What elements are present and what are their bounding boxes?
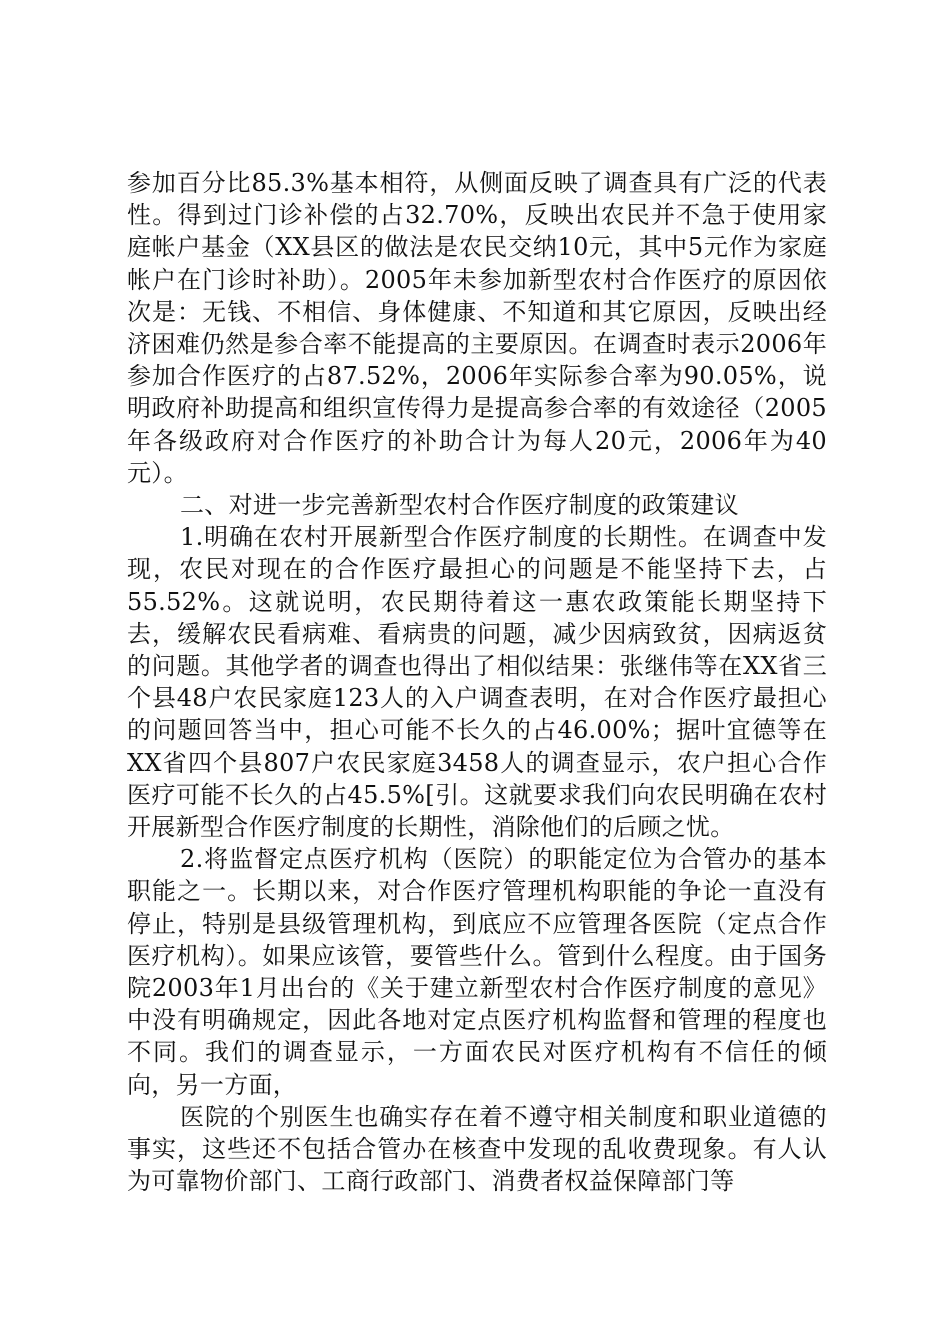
paragraph-long-term-policy: 1.明确在农村开展新型合作医疗制度的长期性。在调查中发现，农民对现在的合作医疗最担心的问题是不能坚持下去，占55.52%。这就说明，农民期待着这一惠农政策能长期坚持下去，缓解农民看病难、看病贵的问题，减少因病致贫，因病返贫的问题。其他学者的调查也得出了相似结果：张继伟等在XX省三个县48户农民家庭123人的入户调查表明，在对合作医疗最担心的问题回答当中，担心可能不长久的占46.00%；据叶宜德等在XX省四个县807户农民家庭3458人的调查显示，农户担心合作医疗可能不长久的占45.5%[引。这就要求我们向农民明确在农村开展新型合作医疗制度的长期性，消除他们的后顾之忧。 — [127, 523, 827, 842]
paragraph-supervision-function: 2.将监督定点医疗机构（医院）的职能定位为合管办的基本职能之一。长期以来，对合作医疗管理机构职能的争论一直没有停止，特别是县级管理机构，到底应不应管理各医院（定点合作医疗机构）。如果应该管，要管些什么。管到什么程度。由于国务院2003年1月出台的《关于建立新型农村合作医疗制度的意见》中没有明确规定，因此各地对定点医疗机构监督和管理的程度也不同。我们的调查显示，一方面农民对医疗机构有不信任的倾向，另一方面， — [127, 845, 827, 1099]
section-heading-policy-suggestions: 二、对进一步完善新型农村合作医疗制度的政策建议 — [180, 491, 739, 520]
document-body — [127, 167, 827, 1198]
paragraph-survey-summary: 参加百分比85.3%基本相符，从侧面反映了调查具有广泛的代表性。得到过门诊补偿的占32.70%，反映出农民并不急于使用家庭帐户基金（XX县区的做法是农民交纳10元，其中5元作为家庭帐户在门诊时补助）。2005年未参加新型农村合作医疗的原因依次是：无钱、不相信、身体健康、不知道和其它原因，反映出经济困难仍然是参合率不能提高的主要原因。在调查时表示2006年参加合作医疗的占87.52%，2006年实际参合率为90.05%，说明政府补助提高和组织宣传得力是提高参合率的有效途径（2005年各级政府对合作医疗的补助合计为每人20元，2006年为40元）。 — [127, 169, 827, 487]
paragraph-hospital-doctors: 医院的个别医生也确实存在着不遵守相关制度和职业道德的事实，这些还不包括合管办在核查中发现的乱收费现象。有人认为可靠物价部门、工商行政部门、消费者权益保障部门等 — [127, 1102, 827, 1196]
